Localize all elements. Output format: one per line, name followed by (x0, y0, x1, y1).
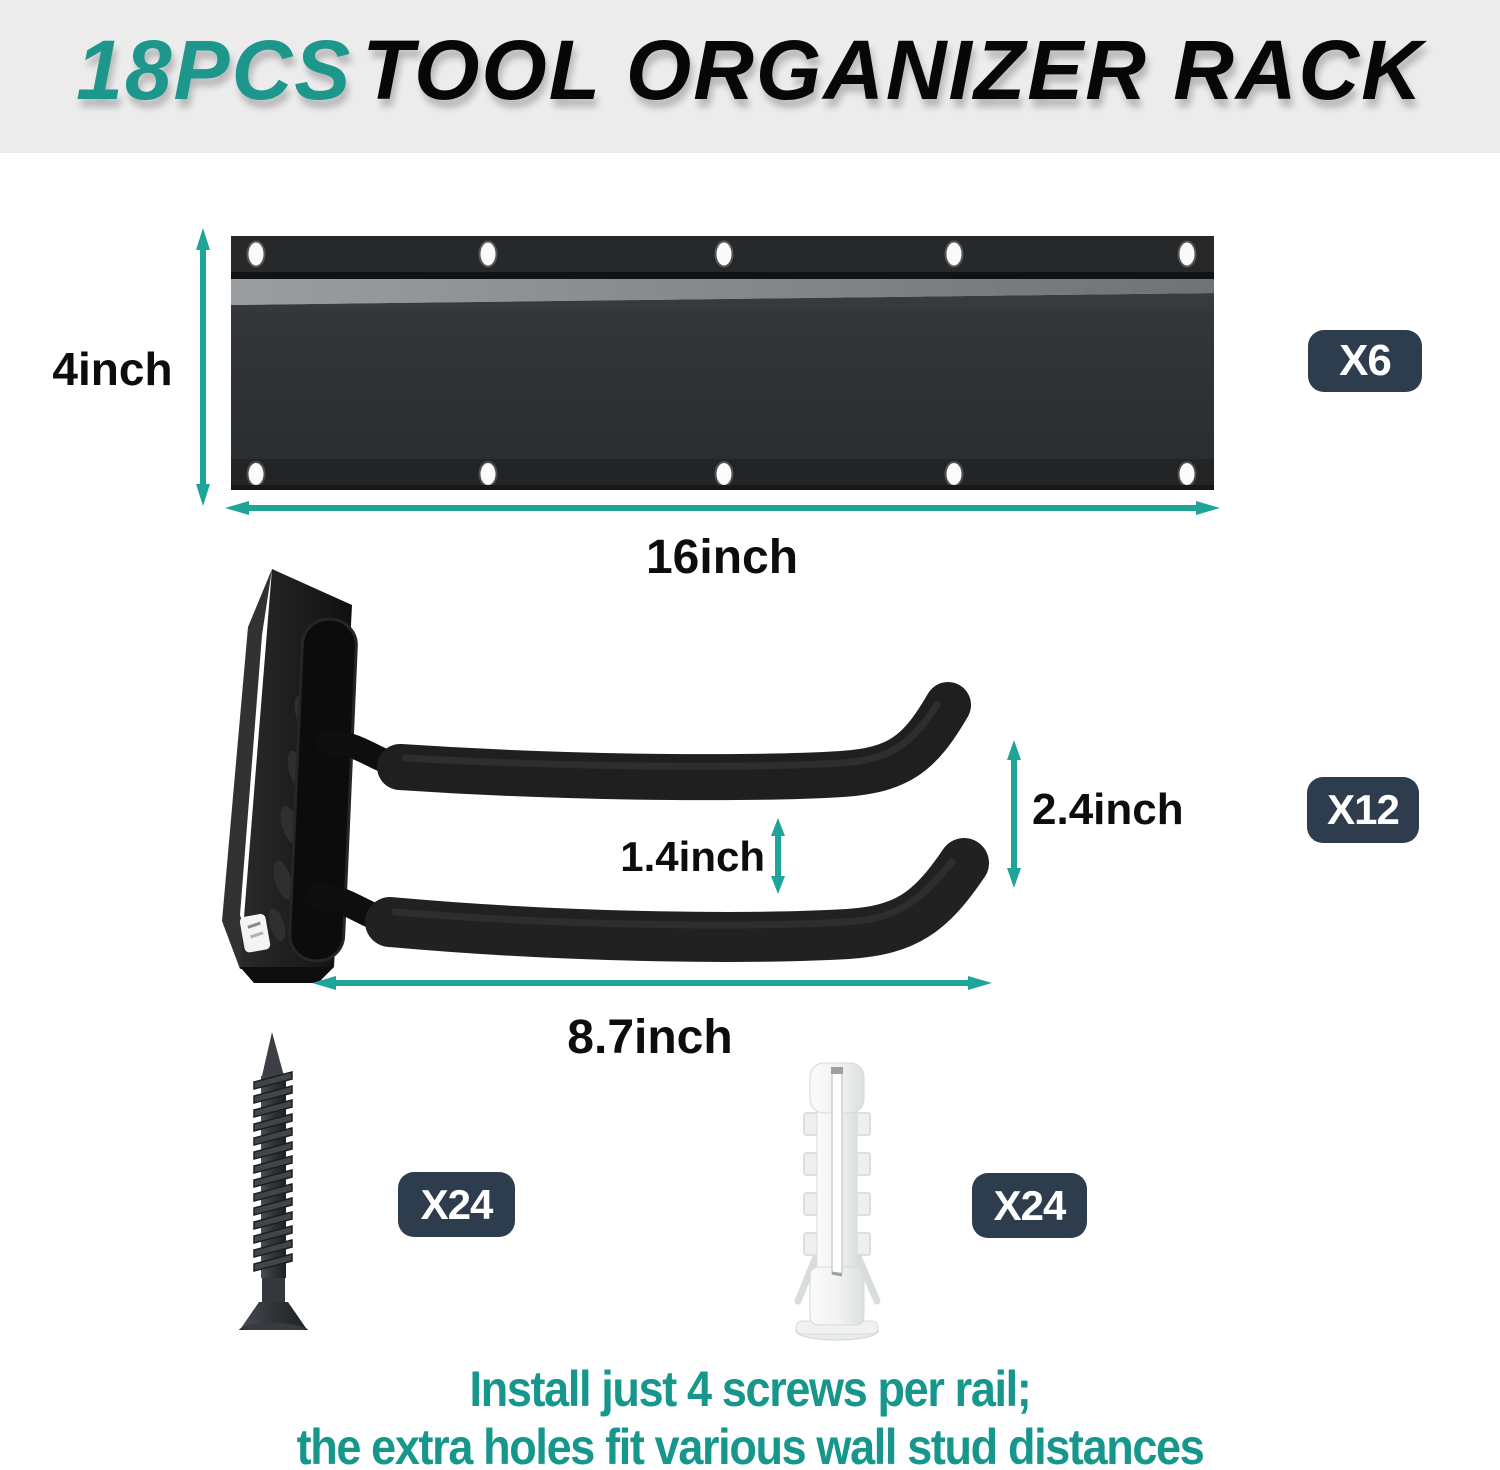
rail-image (225, 228, 1220, 493)
rail-quantity-badge: X6 (1308, 330, 1422, 392)
screw-image (210, 1030, 320, 1330)
title-count-highlight: 18PCS (76, 23, 353, 117)
hook-opening-label: 2.4inch (1032, 785, 1184, 834)
title-text: TOOL ORGANIZER RACK (362, 23, 1424, 117)
footer-note-line2: the extra holes fit various wall stud distances (296, 1419, 1204, 1470)
anchor-quantity-badge: X24 (972, 1173, 1087, 1238)
hook-opening-arrow-icon (1006, 740, 1022, 888)
wall-anchor-image (790, 1055, 900, 1345)
page-title (0, 23, 1500, 117)
hook-length-arrow-icon (312, 975, 992, 991)
hook-length-label: 8.7inch (567, 1011, 733, 1064)
rail-width-arrow-icon (225, 500, 1220, 516)
hook-gap-label: 1.4inch (620, 833, 765, 880)
rail-width-label: 16inch (645, 531, 799, 584)
rail-height-label: 4inch (52, 343, 173, 395)
footer-note-line1: Install just 4 screws per rail; (469, 1361, 1031, 1417)
hook-gap-arrow-icon (770, 818, 786, 894)
hook-image (200, 565, 1020, 985)
screw-quantity-badge: X24 (398, 1172, 515, 1237)
rail-height-arrow-icon (195, 228, 211, 506)
hook-quantity-badge: X12 (1307, 777, 1419, 843)
